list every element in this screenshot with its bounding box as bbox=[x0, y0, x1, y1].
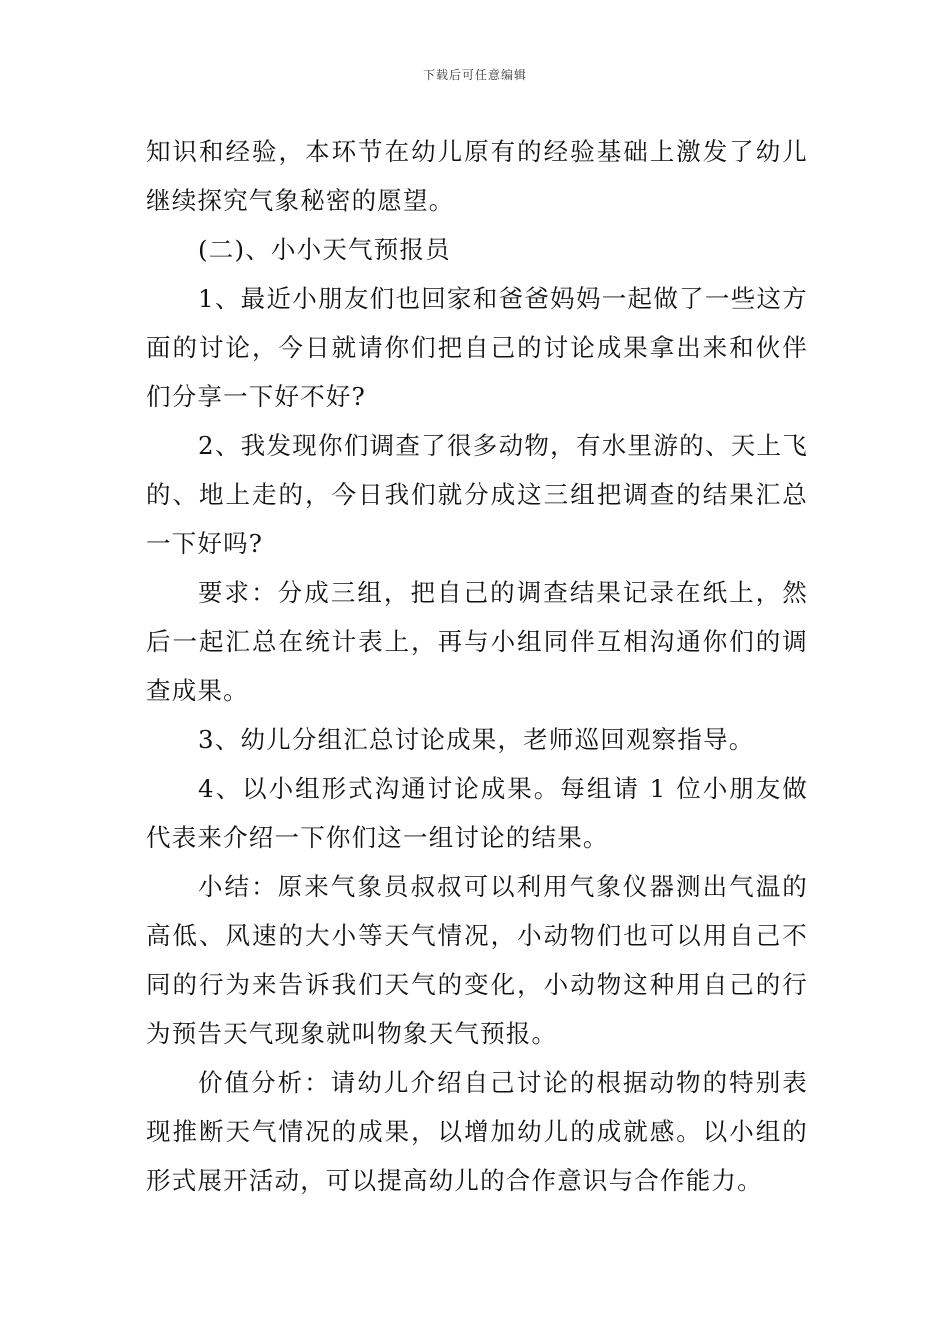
paragraph-summary: 小结：原来气象员叔叔可以利用气象仪器测出气温的高低、风速的大小等天气情况，小动物们也可以用自己不同的行为来告诉我们天气的变化，小动物这种用自己的行为预告天气现象就叫物象天气预报。 bbox=[146, 872, 808, 1048]
paragraph-item-4: 4、以小组形式沟通讨论成果。每组请 1 位小朋友做代表来介绍一下你们这一组讨论的结果。 bbox=[146, 774, 808, 852]
document-body bbox=[146, 127, 808, 1205]
paragraph-value-analysis: 价值分析：请幼儿介绍自己讨论的根据动物的特别表现推断天气情况的成果，以增加幼儿的成就感。以小组的形式展开活动，可以提高幼儿的合作意识与合作能力。 bbox=[146, 1068, 808, 1195]
paragraph-item-2: 2、我发现你们调查了很多动物，有水里游的、天上飞的、地上走的，今日我们就分成这三组把调查的结果汇总一下好吗? bbox=[146, 431, 808, 558]
paragraph-continuation: 知识和经验，本环节在幼儿原有的经验基础上激发了幼儿继续探究气象秘密的愿望。 bbox=[146, 137, 808, 215]
paragraph-item-3: 3、幼儿分组汇总讨论成果，老师巡回观察指导。 bbox=[198, 725, 755, 754]
section-heading: (二)、小小天气预报员 bbox=[198, 235, 451, 264]
paragraph-item-1: 1、最近小朋友们也回家和爸爸妈妈一起做了一些这方面的讨论，今日就请你们把自己的讨论成果拿出来和伙伴们分享一下好不好? bbox=[146, 284, 808, 411]
page-header: 下载后可任意编辑 bbox=[422, 68, 527, 82]
paragraph-requirement: 要求：分成三组，把自己的调查结果记录在纸上，然后一起汇总在统计表上，再与小组同伴互相沟通你们的调查成果。 bbox=[146, 578, 808, 705]
